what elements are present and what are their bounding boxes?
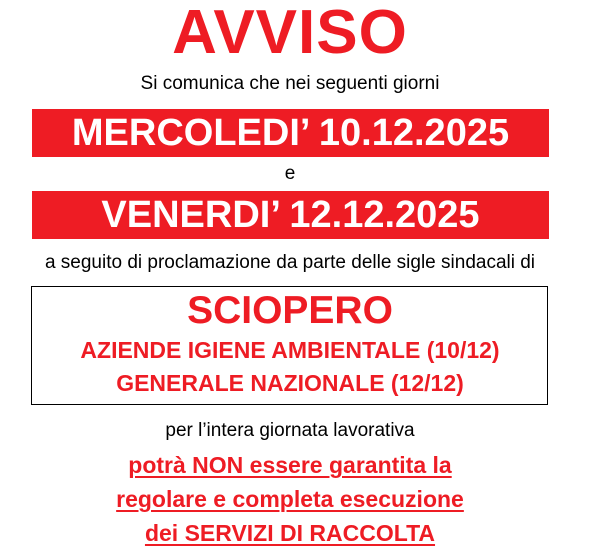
notice-title: AVVISO: [172, 0, 408, 67]
conjunction-text: e: [284, 163, 296, 184]
reason-text: a seguito di proclamazione da parte delle sigle sindacali di: [44, 252, 536, 273]
date-banner-wednesday: MERCOLEDI’ 10.12.2025: [32, 109, 549, 157]
strike-line-environment: AZIENDE IGIENE AMBIENTALE (10/12): [80, 337, 500, 363]
warning-line-2: regolare e completa esecuzione: [116, 486, 464, 512]
warning-line-3: dei SERVIZI DI RACCOLTA: [144, 520, 436, 546]
strike-line-general: GENERALE NAZIONALE (12/12): [116, 370, 464, 396]
date-banner-friday: VENERDI’ 12.12.2025: [32, 191, 549, 239]
strike-heading: SCIOPERO: [187, 289, 393, 332]
warning-line-1: potrà NON essere garantita la: [128, 452, 452, 478]
intro-text: Si comunica che nei seguenti giorni: [140, 73, 440, 94]
duration-text: per l’intera giornata lavorativa: [165, 420, 415, 441]
